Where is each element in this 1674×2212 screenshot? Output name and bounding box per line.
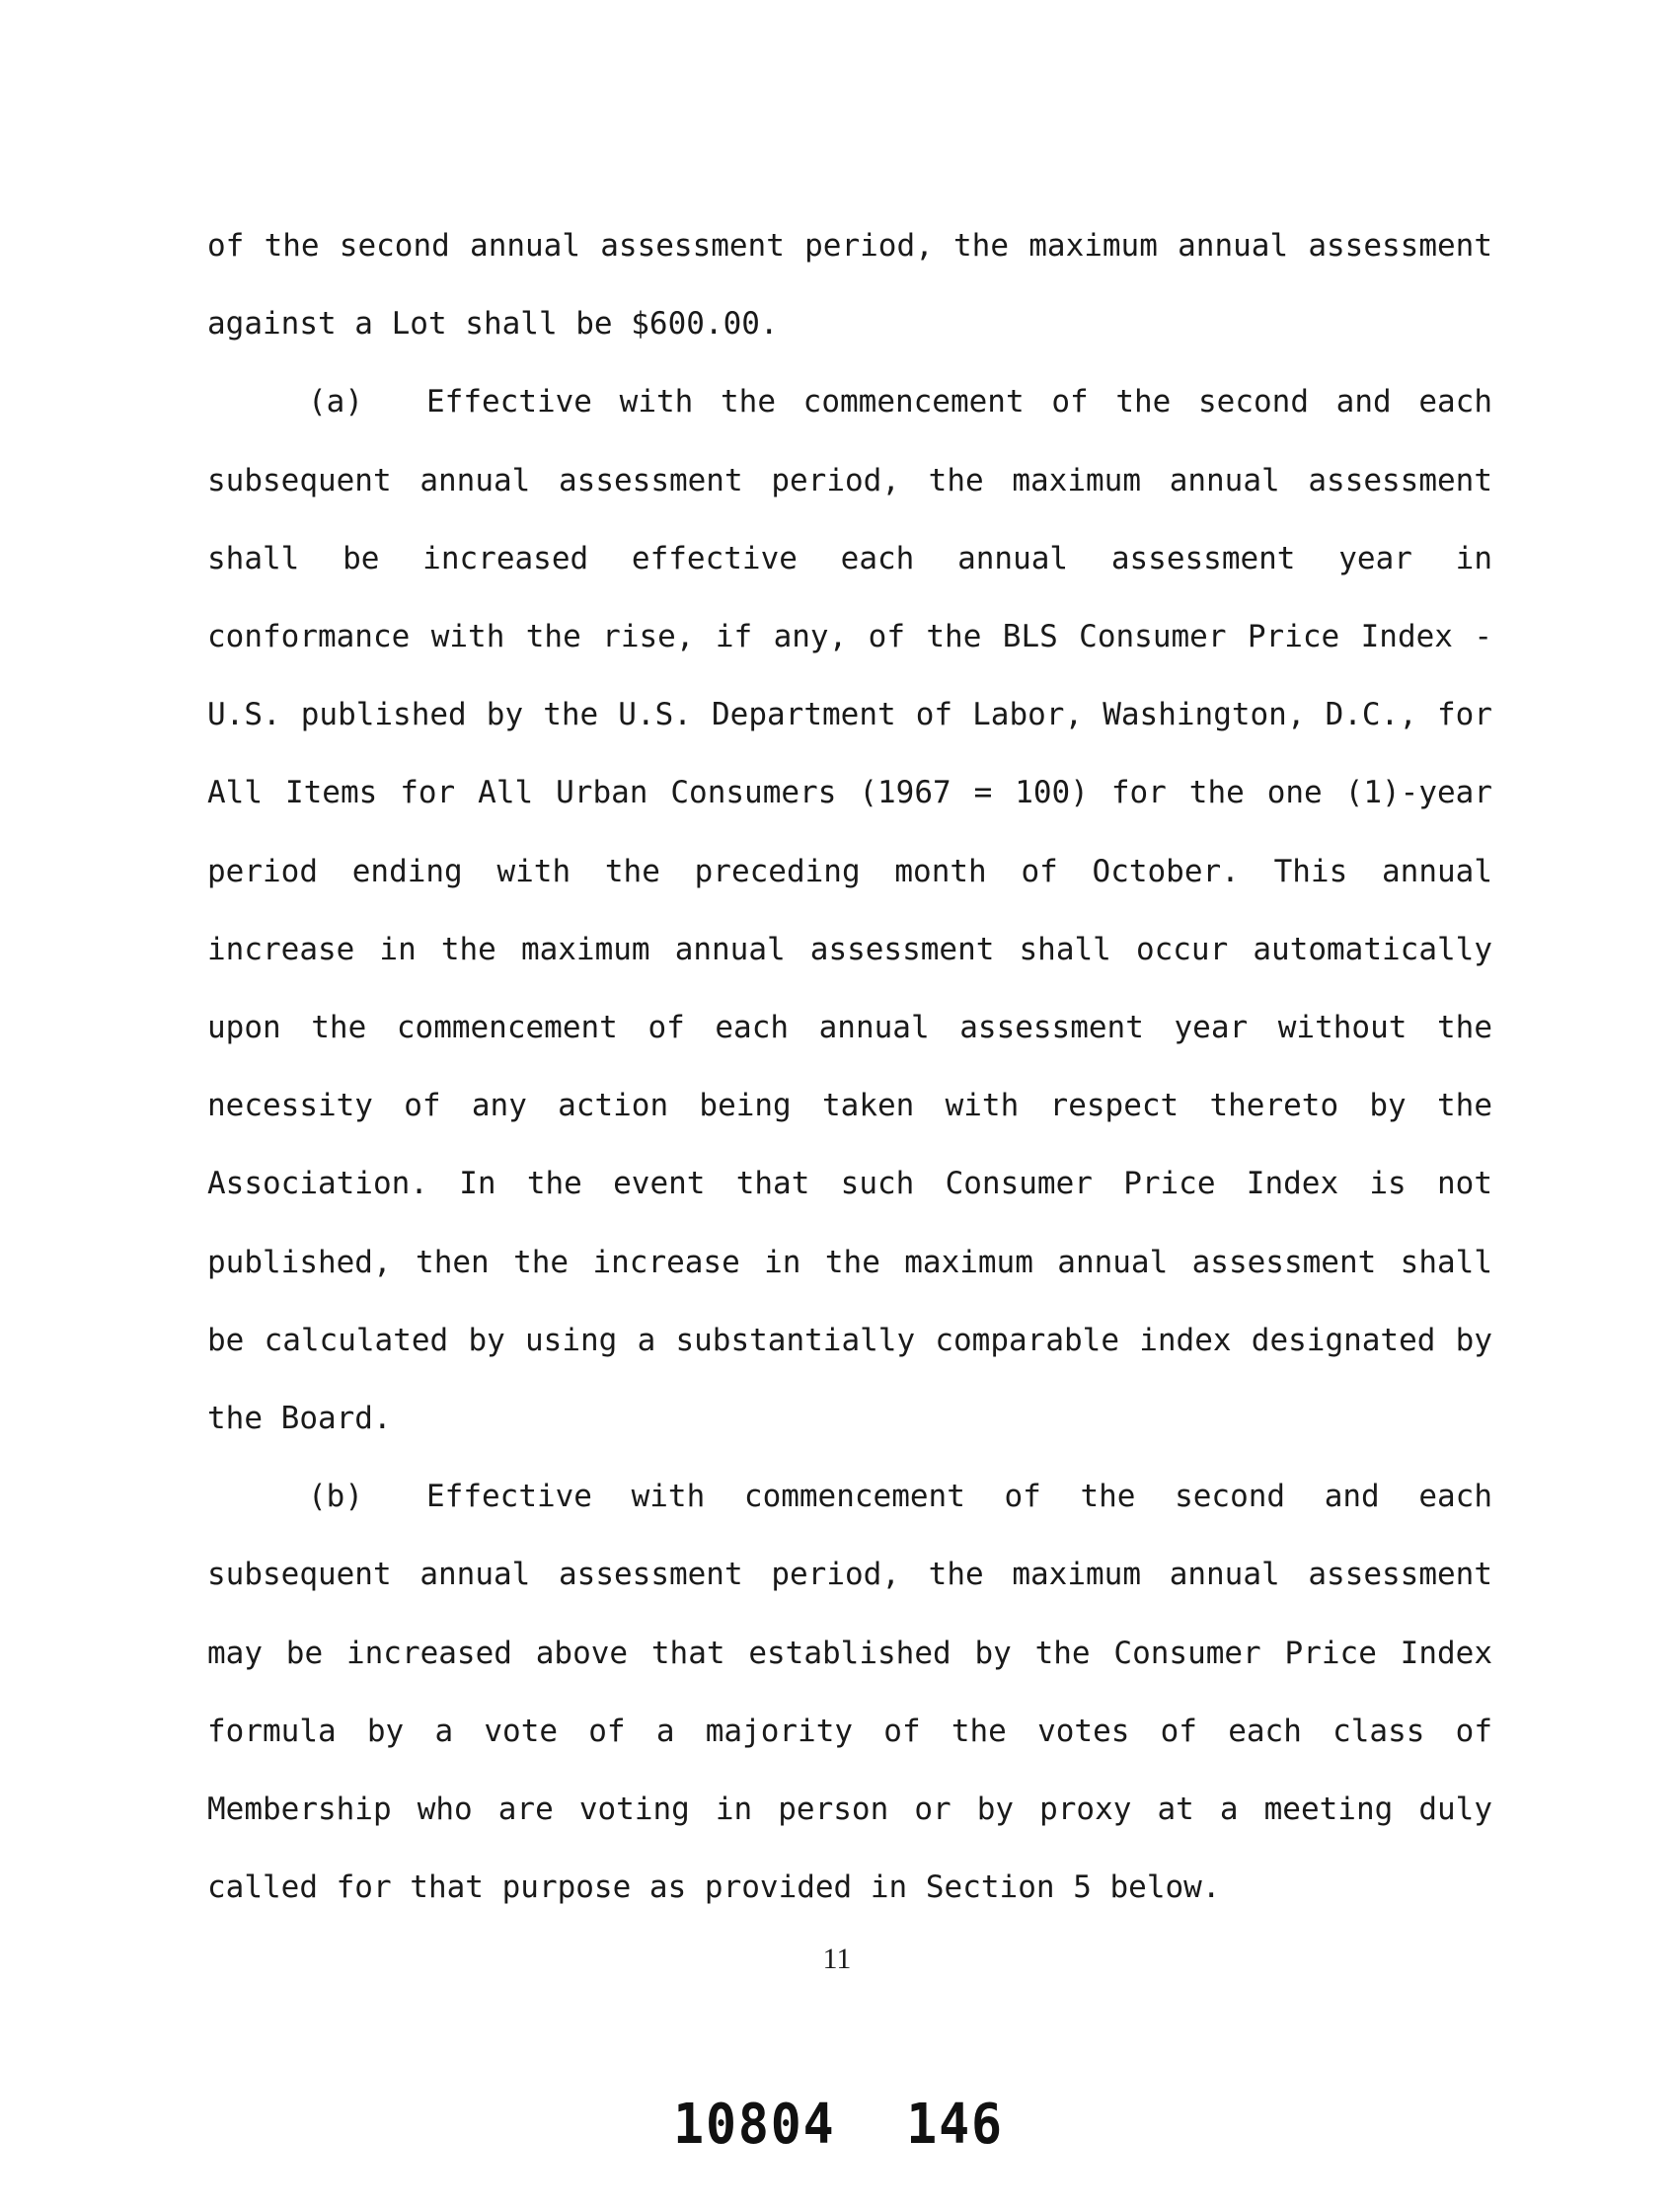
paragraph-b (207, 1458, 1492, 1927)
recording-page-number: 146 (905, 2093, 1004, 2157)
document-body (207, 207, 1492, 1927)
paragraph-label: (b) (308, 1479, 363, 1515)
paragraph-continuation (207, 207, 1492, 363)
paragraph-a (207, 363, 1492, 1458)
recording-stamp (0, 2093, 1674, 2157)
paragraph-label: (a) (308, 384, 363, 420)
paragraph-text: Effective with commencement of the second and each subsequent annual assessment period, the maximum annual assessment may be increased above that established by the Consumer Price Index formula by a vote of a majority of the votes of each class of Membership who are voting in person or by proxy at a meeting duly called for that purpose as provided in Section 5 below. (207, 1479, 1492, 1906)
paragraph-text: of the second annual assessment period, the maximum annual assessment against a Lot shall be $600.00. (207, 228, 1492, 343)
paragraph-text: Effective with the commencement of the second and each subsequent annual assessment period, the maximum annual assessment shall be increased effective each annual assessment year in conformance with the rise, if any, of the BLS Consumer Price Index - U.S. published by the U.S. Department of Labor, Washington, D.C., for All Items for All Urban Consumers (1967 = 100) for the one (1)-year period ending with the preceding month of October. This annual increase in the maximum annual assessment shall occur automatically upon the commencement of each annual assessment year without the necessity of any action being taken with respect thereto by the Association. In the event that such Consumer Price Index is not published, then the increase in the maximum annual assessment shall be calculated by using a substantially comparable index designated by the Board. (207, 384, 1492, 1437)
page-number: 11 (822, 1943, 852, 1975)
recording-book-number: 10804 (673, 2093, 836, 2157)
